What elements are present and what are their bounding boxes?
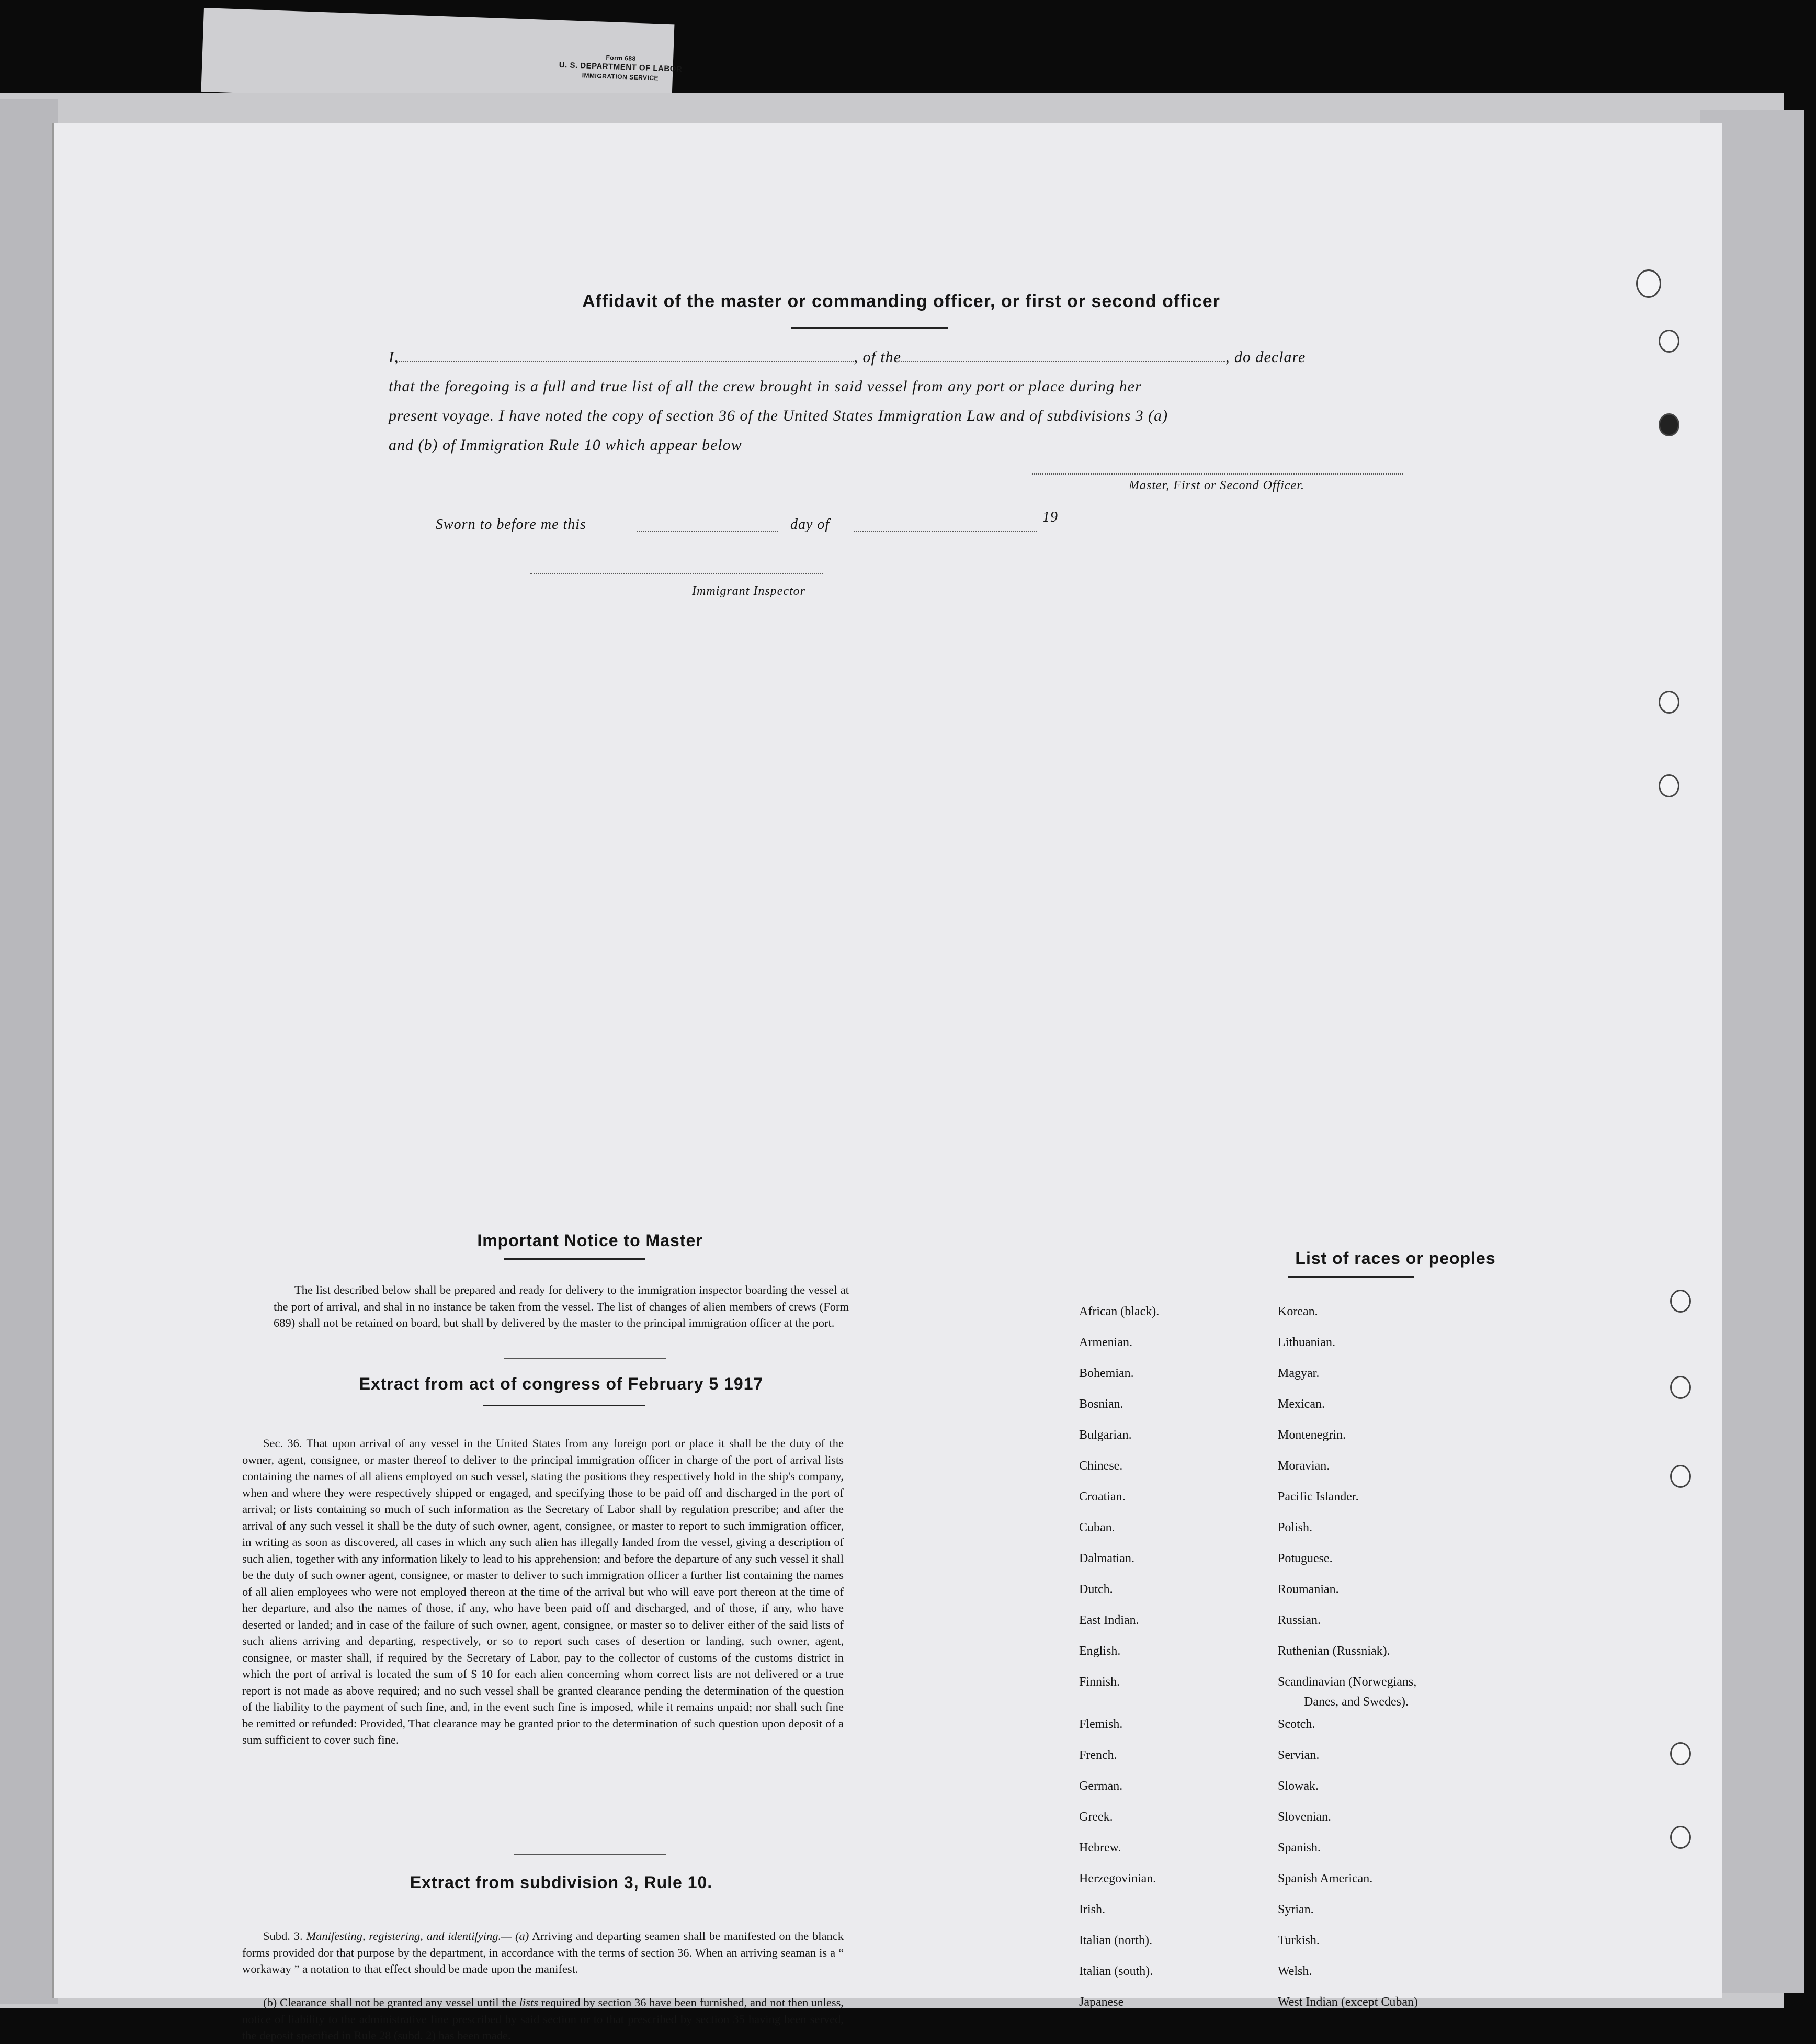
subd-a-lead: Subd. 3. [263, 1929, 303, 1943]
extract-act-title: Extract from act of congress of February 5 1917 [359, 1374, 764, 1393]
race-item-right-12: Scandinavian (Norwegians, [1278, 1675, 1417, 1689]
race-item-left-14: French. [1079, 1748, 1117, 1762]
race-item-left-5: Chinese. [1079, 1459, 1123, 1473]
race-item-right-15: Slowak. [1278, 1779, 1319, 1793]
affidavit-title: Affidavit of the master or commanding officer, or first or second officer [582, 291, 1220, 311]
document-page [52, 123, 1722, 2042]
department-name: U. S. DEPARTMENT OF LABOR [559, 60, 683, 74]
punch-hole-icon [1659, 413, 1679, 436]
race-item-left-11: English. [1079, 1644, 1121, 1658]
race-item-right-3: Mexican. [1278, 1397, 1325, 1411]
signature-line [1032, 473, 1403, 475]
affidavit-text [389, 343, 1409, 460]
races-title-rule [1288, 1276, 1414, 1278]
affidavit-line-2: that the foregoing is a full and true list of all the crew brought in said vessel from any port or place during her [389, 378, 1142, 395]
race-item-right-9: Roumanian. [1278, 1583, 1339, 1596]
punch-hole-icon [1659, 691, 1679, 714]
inspector-signature-line [530, 573, 823, 574]
race-item-right-19: Syrian. [1278, 1903, 1314, 1916]
race-item-right-14: Servian. [1278, 1748, 1320, 1762]
affidavit-do-declare: , do declare [1225, 348, 1306, 366]
race-item-left-1: Armenian. [1079, 1336, 1132, 1349]
race-item-left-22: Japanese [1079, 1995, 1124, 2009]
race-item-right-2: Magyar. [1278, 1367, 1320, 1380]
form-header [516, 50, 726, 85]
sworn-month-blank [854, 517, 1037, 532]
race-item-right-18: Spanish American. [1278, 1872, 1373, 1885]
affidavit-line-3: present voyage. I have noted the copy of section 36 of the United States Immigration Law and of subdivisions 3 (a) [389, 407, 1168, 424]
subdivision-a-text [242, 1928, 844, 1978]
punch-hole-icon [1636, 269, 1661, 298]
race-item-left-19: Irish. [1079, 1903, 1105, 1916]
race-item-left-4: Bulgarian. [1079, 1428, 1132, 1442]
race-item-left-6: Croatian. [1079, 1490, 1126, 1504]
race-item-left-16: Greek. [1079, 1810, 1113, 1824]
race-item-right-5: Moravian. [1278, 1459, 1330, 1473]
race-item-right-0: Korean. [1278, 1305, 1318, 1318]
extract-act-rule [483, 1405, 645, 1406]
race-item-right-6: Pacific Islander. [1278, 1490, 1359, 1504]
punch-hole-icon [1670, 1826, 1691, 1849]
race-item-right-17: Spanish. [1278, 1841, 1321, 1855]
service-name: IMMIGRATION SERVICE [582, 72, 659, 82]
sworn-text: Sworn to before me this [436, 516, 586, 533]
race-item-right-1: Lithuanian. [1278, 1336, 1335, 1349]
inspector-label: Immigrant Inspector [692, 584, 805, 598]
affidavit-of-the: , of the [854, 348, 901, 366]
race-item-right-11: Ruthenian (Russniak). [1278, 1644, 1390, 1658]
race-item-left-7: Cuban. [1079, 1521, 1115, 1534]
race-item-left-15: German. [1079, 1779, 1123, 1793]
subd-b-body: required by section 36 have been furnished, and not then unless, notice of liability to the administrative fine prescribed by said section or to that prescribed by section 35 having been served, the deposit specified in Rule 28 (subd. 2) has been made. [242, 1996, 844, 2042]
punch-hole-icon [1670, 1376, 1691, 1399]
subd-a-body: Arriving and departing seamen shall be manifested on the blanck forms provided dor that purpose by the department, in accordance with the terms of section 36. When an arriving seaman is a “ workaway ” a notation to that effect should be made upon the manifest. [242, 1929, 844, 1975]
punch-hole-icon [1670, 1290, 1691, 1313]
section-divider-2 [514, 1854, 666, 1855]
race-item-right-10: Russian. [1278, 1613, 1321, 1627]
section-divider [504, 1358, 666, 1359]
race-item-left-3: Bosnian. [1079, 1397, 1123, 1411]
subdivision-b-text [242, 1994, 844, 2044]
race-item-right-7: Polish. [1278, 1521, 1313, 1534]
punch-hole-icon [1659, 774, 1679, 797]
name-blank [399, 347, 854, 362]
notice-text: The list described below shall be prepared and ready for delivery to the immigration inspector boarding the vessel at the port of arrival, and shal in no instance be taken from the vessel. The list of changes of alien members of crews (Form 689) shall not be retained on board, but shall by delivered by the master to the principal immigration officer at the port. [274, 1283, 849, 1329]
race-item-left-13: Flemish. [1079, 1718, 1123, 1731]
race-item-left-0: African (black). [1079, 1305, 1160, 1318]
race-item-left-10: East Indian. [1079, 1613, 1139, 1627]
subd-b-lead: (b) Clearance shall not be granted any vessel until the [263, 1996, 516, 2009]
signature-label: Master, First or Second Officer. [1129, 479, 1304, 492]
race-item-right-21: Welsh. [1278, 1964, 1312, 1978]
race-item-left-17: Hebrew. [1079, 1841, 1121, 1855]
race-item-left-18: Herzegovinian. [1079, 1872, 1156, 1885]
race-item-right-8: Potuguese. [1278, 1552, 1333, 1565]
notice-title: Important Notice to Master [477, 1231, 703, 1250]
vessel-blank [901, 347, 1225, 362]
race-item-left-12: Finnish. [1079, 1675, 1120, 1689]
punch-hole-icon [1670, 1742, 1691, 1765]
extract-rule-title: Extract from subdivision 3, Rule 10. [410, 1873, 713, 1892]
affidavit-line-1 [389, 343, 1409, 372]
race-item-right-22: West Indian (except Cuban) [1278, 1995, 1418, 2009]
sworn-day-blank [637, 517, 778, 532]
notice-title-rule [504, 1258, 645, 1260]
affidavit-line-4: and (b) of Immigration Rule 10 which appear below [389, 436, 742, 454]
races-title: List of races or peoples [1295, 1249, 1496, 1268]
race-item-left-9: Dutch. [1079, 1583, 1113, 1596]
race-item-right-20: Turkish. [1278, 1934, 1320, 1947]
affidavit-title-rule [791, 327, 948, 329]
race-item-right-4: Montenegrin. [1278, 1428, 1346, 1442]
race-item-left-20: Italian (north). [1079, 1934, 1152, 1947]
race-item-right-13: Scotch. [1278, 1718, 1315, 1731]
race-scandinavian-cont: Danes, and Swedes). [1304, 1695, 1409, 1709]
race-item-right-16: Slovenian. [1278, 1810, 1331, 1824]
left-page-strip [0, 99, 58, 2004]
punch-hole-icon [1670, 1465, 1691, 1488]
race-item-left-21: Italian (south). [1079, 1964, 1153, 1978]
day-of-text: day of [790, 516, 830, 533]
year-prefix: 19 [1042, 509, 1058, 525]
form-number: Form 688 [606, 53, 637, 62]
race-item-left-2: Bohemian. [1079, 1367, 1134, 1380]
race-item-left-8: Dalmatian. [1079, 1552, 1134, 1565]
subd-a-italic: Manifesting, registering, and identifying.— (a) [306, 1929, 529, 1943]
affidavit-i: I, [389, 348, 399, 366]
punch-hole-icon [1659, 330, 1679, 353]
section-36-text: Sec. 36. That upon arrival of any vessel in the United States from any foreign port or place it shall be the duty of the owner, agent, consignee, or master thereof to deliver to the principal immigration officer in charge of the port of arrival lists containing the names of all aliens employed on such vessel, stating the positions they respectively hold in the ship's company, when and where they were respectively shipped or engaged, and specifying those to be paid off and discharged in the port of arrival; or lists containing so much of such information as the Secretary of Labor shall by regulation prescribe; and after the arrival of any such vessel it shall be the duty of such owner, agent, consignee, or master to report to such immigration officer, in writing as soon as discovered, all cases in which any such alien has illegally landed from the vessel, giving a description of such alien, together with any information likely to lead to his apprehension; and before the departure of any such vessel it shall be the duty of such owner agent, consignee, or master to deliver to such immigration officer a further list containing the names of all alien employees who were not employed thereon at the time of the arrival but who will eave port thereon at the time of her departure, and also the names of those, if any, who have been paid off and discharged, and of those, if any, who have deserted or landed; and in case of the failure of such owner, agent, consignee, or master so to deliver either of the said lists of such aliens arriving and departing, respectively, or so to report such cases of desertion or landing, such owner, agent, consignee, or master shall, if required by the Secretary of Labor, pay to the collector of customs of the customs district in which the port of arrival is located the sum of $ 10 for each alien concerning whom correct lists are not delivered or a true report is not made as above required; and no such vessel shall be granted clearance pending the determination of the question of the liability to the payment of such fine, and, in the event such fine is imposed, while it remains unpaid; nor shall such fine be remitted or refunded: Provided, That clearance may be granted prior to the determination of such question upon deposit of a sum sufficient to cover such fine. [242, 1437, 844, 1746]
subd-b-italic: lists [519, 1996, 538, 2009]
